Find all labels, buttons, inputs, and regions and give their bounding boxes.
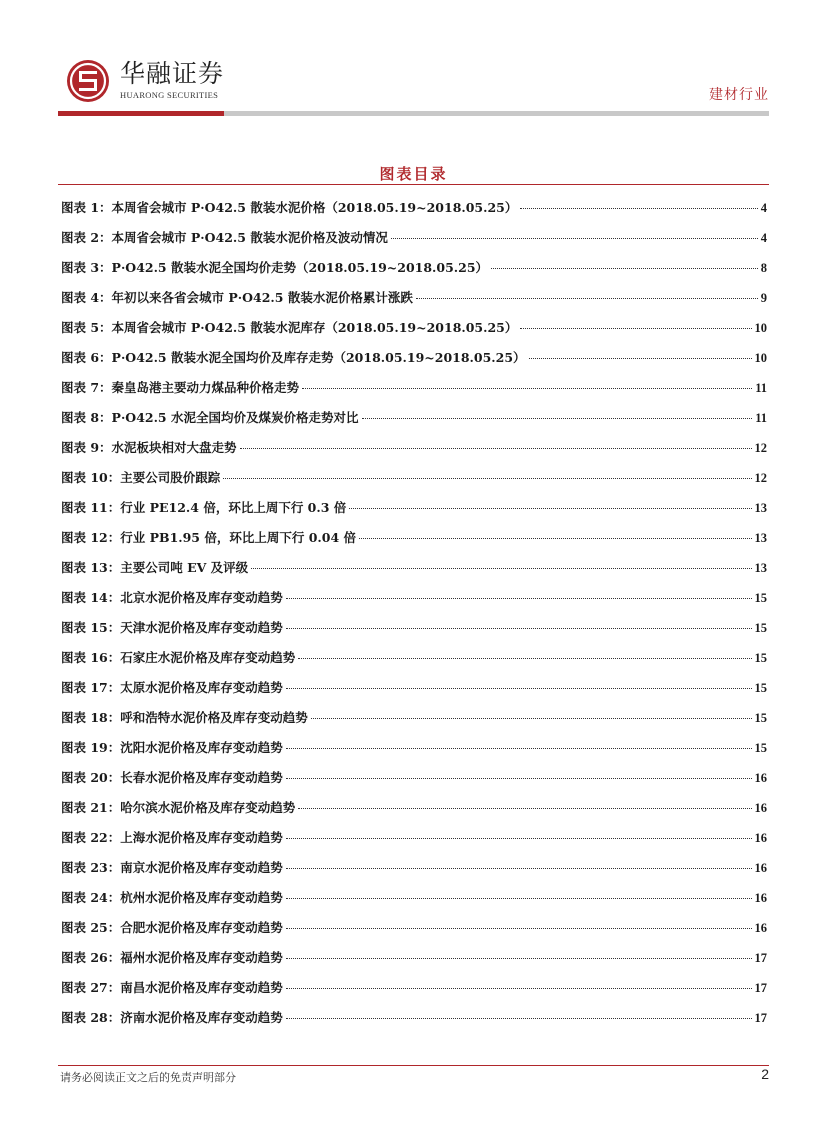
toc-entry[interactable] (61, 526, 767, 556)
toc-entry[interactable] (61, 226, 767, 256)
toc-list (61, 196, 767, 1036)
toc-entry-label: 图表 17：太原水泥价格及库存变动趋势 (61, 680, 283, 695)
toc-entry-label: 图表 22：上海水泥价格及库存变动趋势 (61, 830, 283, 845)
toc-entry[interactable] (61, 286, 767, 316)
toc-entry-page: 15 (754, 711, 767, 725)
footer-rule (58, 1065, 769, 1066)
header-rule-gray (224, 111, 769, 116)
toc-leader-dots (240, 448, 752, 449)
toc-leader-dots (286, 898, 752, 899)
toc-leader-dots (491, 268, 758, 269)
toc-leader-dots (359, 538, 751, 539)
toc-leader-dots (286, 838, 752, 839)
toc-leader-dots (286, 748, 752, 749)
toc-entry-page: 13 (754, 561, 767, 575)
toc-entry[interactable] (61, 376, 767, 406)
toc-entry-page: 16 (754, 771, 767, 785)
toc-leader-dots (311, 718, 752, 719)
toc-leader-dots (302, 388, 752, 389)
toc-entry[interactable] (61, 316, 767, 346)
toc-entry-page: 13 (754, 501, 767, 515)
toc-entry-page: 16 (754, 861, 767, 875)
toc-leader-dots (349, 508, 751, 509)
toc-entry[interactable] (61, 466, 767, 496)
disclaimer-text: 请务必阅读正文之后的免责声明部分 (60, 1071, 236, 1084)
toc-entry-label: 图表 25：合肥水泥价格及库存变动趋势 (61, 920, 283, 935)
toc-entry-page: 15 (754, 741, 767, 755)
toc-entry[interactable] (61, 616, 767, 646)
toc-entry[interactable] (61, 736, 767, 766)
toc-entry-label: 图表 2：本周省会城市 P·O42.5 散装水泥价格及波动情况 (61, 230, 388, 245)
toc-entry-label: 图表 5：本周省会城市 P·O42.5 散装水泥库存（2018.05.19~2018.05.25） (61, 320, 518, 335)
toc-title-rule (58, 184, 769, 185)
toc-entry-page: 10 (754, 321, 767, 335)
toc-entry-label: 图表 24：杭州水泥价格及库存变动趋势 (61, 890, 283, 905)
toc-entry[interactable] (61, 676, 767, 706)
toc-entry[interactable] (61, 586, 767, 616)
toc-entry-page: 16 (754, 921, 767, 935)
toc-entry-label: 图表 19：沈阳水泥价格及库存变动趋势 (61, 740, 283, 755)
toc-leader-dots (416, 298, 758, 299)
toc-leader-dots (286, 988, 752, 989)
toc-entry[interactable] (61, 256, 767, 286)
toc-entry-page: 17 (754, 951, 767, 965)
toc-leader-dots (223, 478, 751, 479)
toc-entry-page: 11 (755, 381, 767, 395)
toc-leader-dots (286, 688, 752, 689)
toc-entry[interactable] (61, 766, 767, 796)
toc-entry[interactable] (61, 196, 767, 226)
toc-leader-dots (286, 598, 752, 599)
toc-entry[interactable] (61, 826, 767, 856)
toc-entry-page: 15 (754, 651, 767, 665)
toc-entry-page: 17 (754, 981, 767, 995)
toc-entry-page: 11 (755, 411, 767, 425)
toc-entry-label: 图表 18：呼和浩特水泥价格及库存变动趋势 (61, 710, 308, 725)
toc-entry-page: 15 (754, 621, 767, 635)
industry-label: 建材行业 (709, 87, 769, 103)
toc-entry-label: 图表 12：行业 PB1.95 倍，环比上周下行 0.04 倍 (61, 530, 357, 545)
toc-entry-page: 16 (754, 891, 767, 905)
toc-leader-dots (286, 778, 752, 779)
toc-entry[interactable] (61, 886, 767, 916)
toc-leader-dots (298, 808, 751, 809)
toc-entry-page: 8 (760, 261, 767, 275)
toc-entry-label: 图表 21：哈尔滨水泥价格及库存变动趋势 (61, 800, 296, 815)
toc-entry[interactable] (61, 436, 767, 466)
huarong-logo-icon (67, 60, 109, 102)
toc-leader-dots (391, 238, 758, 239)
toc-entry-page: 17 (754, 1011, 767, 1025)
toc-leader-dots (286, 1018, 752, 1019)
toc-entry-label: 图表 14：北京水泥价格及库存变动趋势 (61, 590, 283, 605)
toc-entry-page: 15 (754, 591, 767, 605)
toc-entry-page: 12 (754, 471, 767, 485)
toc-entry[interactable] (61, 1006, 767, 1036)
toc-entry-label: 图表 4：年初以来各省会城市 P·O42.5 散装水泥价格累计涨跌 (61, 290, 413, 305)
toc-leader-dots (529, 358, 752, 359)
page-number: 2 (761, 1066, 769, 1082)
toc-entry-page: 15 (754, 681, 767, 695)
toc-entry[interactable] (61, 346, 767, 376)
toc-entry-label: 图表 10：主要公司股价跟踪 (61, 470, 221, 485)
brand-name-cn: 华融证券 (120, 59, 225, 88)
brand-name-en: HUARONG SECURITIES (120, 90, 219, 100)
toc-entry-page: 16 (754, 801, 767, 815)
toc-entry[interactable] (61, 706, 767, 736)
toc-entry-label: 图表 9：水泥板块相对大盘走势 (61, 440, 237, 455)
toc-entry-label: 图表 7：秦皇岛港主要动力煤品种价格走势 (61, 380, 300, 395)
toc-leader-dots (298, 658, 751, 659)
toc-entry-page: 12 (754, 441, 767, 455)
toc-entry-page: 4 (760, 231, 767, 245)
toc-entry-label: 图表 13：主要公司吨 EV 及评级 (61, 560, 249, 575)
toc-entry-label: 图表 8：P·O42.5 水泥全国均价及煤炭价格走势对比 (61, 410, 359, 425)
toc-entry-label: 图表 26：福州水泥价格及库存变动趋势 (61, 950, 283, 965)
toc-entry-label: 图表 1：本周省会城市 P·O42.5 散装水泥价格（2018.05.19~2018.05.25） (61, 200, 518, 215)
toc-entry[interactable] (61, 916, 767, 946)
toc-entry-label: 图表 27：南昌水泥价格及库存变动趋势 (61, 980, 283, 995)
toc-leader-dots (520, 208, 757, 209)
toc-leader-dots (286, 928, 752, 929)
toc-entry-page: 4 (760, 201, 767, 215)
toc-leader-dots (362, 418, 753, 419)
toc-entry[interactable] (61, 406, 767, 436)
toc-entry[interactable] (61, 796, 767, 826)
toc-leader-dots (286, 628, 752, 629)
toc-entry[interactable] (61, 856, 767, 886)
toc-entry[interactable] (61, 976, 767, 1006)
page-header (0, 0, 827, 120)
toc-entry-label: 图表 6：P·O42.5 散装水泥全国均价及库存走势（2018.05.19~2018.05.25） (61, 350, 526, 365)
toc-entry-label: 图表 15：天津水泥价格及库存变动趋势 (61, 620, 283, 635)
toc-entry-label: 图表 3：P·O42.5 散装水泥全国均价走势（2018.05.19~2018.05.25） (61, 260, 489, 275)
toc-entry-label: 图表 11：行业 PE12.4 倍，环比上周下行 0.3 倍 (61, 500, 347, 515)
toc-title: 图表目录 (379, 165, 448, 183)
toc-entry-label: 图表 16：石家庄水泥价格及库存变动趋势 (61, 650, 296, 665)
toc-leader-dots (286, 868, 752, 869)
toc-leader-dots (286, 958, 752, 959)
toc-leader-dots (251, 568, 751, 569)
toc-entry-page: 9 (760, 291, 767, 305)
toc-entry-page: 13 (754, 531, 767, 545)
toc-entry-label: 图表 28：济南水泥价格及库存变动趋势 (61, 1010, 283, 1025)
toc-entry-page: 10 (754, 351, 767, 365)
toc-entry-label: 图表 23：南京水泥价格及库存变动趋势 (61, 860, 283, 875)
toc-entry-page: 16 (754, 831, 767, 845)
header-rule-red (58, 111, 224, 116)
toc-entry[interactable] (61, 646, 767, 676)
toc-entry-label: 图表 20：长春水泥价格及库存变动趋势 (61, 770, 283, 785)
toc-leader-dots (520, 328, 751, 329)
toc-entry[interactable] (61, 556, 767, 586)
toc-entry[interactable] (61, 496, 767, 526)
toc-entry[interactable] (61, 946, 767, 976)
